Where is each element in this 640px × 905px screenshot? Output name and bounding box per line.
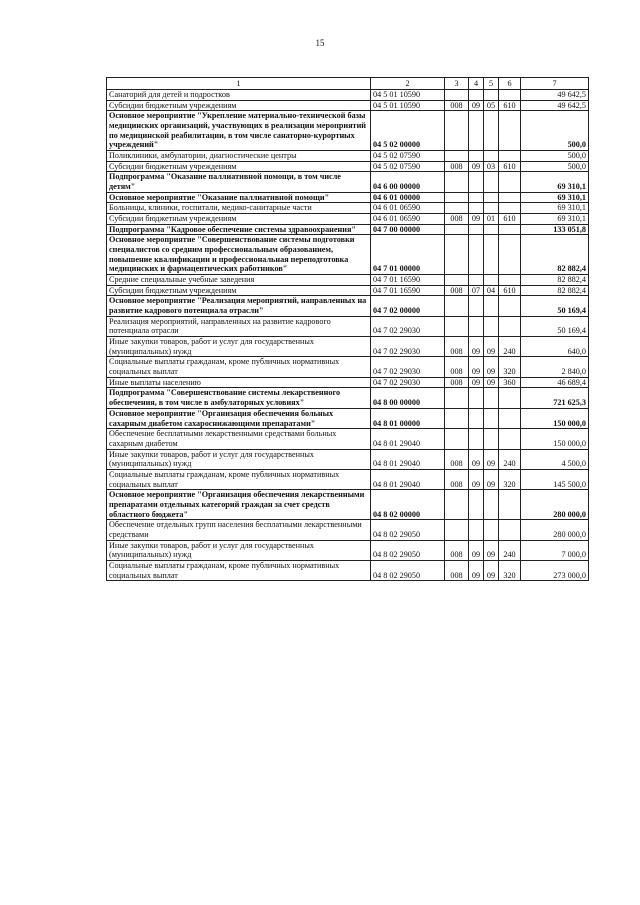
row-c3 [445,224,469,235]
row-code: 04 8 00 00000 [371,388,445,408]
row-c6: 610 [499,285,521,296]
row-c6: 240 [499,540,521,560]
row-c5 [484,203,499,214]
table-row [107,408,589,428]
row-c4 [469,172,484,192]
row-c3 [445,275,469,286]
row-sum: 82 882,4 [521,285,589,296]
row-c6 [499,408,521,428]
row-c4 [469,316,484,336]
row-c3 [445,151,469,162]
header-cell: 1 [107,78,371,90]
row-name: Иные закупки товаров, работ и услуг для государственных (муниципальных) нужд [107,449,371,469]
row-c5 [484,316,499,336]
row-sum: 4 500,0 [521,449,589,469]
row-c3: 008 [445,469,469,489]
row-c3 [445,192,469,203]
row-c4: 09 [469,337,484,357]
row-c6: 610 [499,161,521,172]
row-code: 04 8 01 29040 [371,429,445,449]
row-c3 [445,520,469,540]
row-c5: 09 [484,560,499,580]
row-c5: 09 [484,377,499,388]
row-c6 [499,90,521,101]
row-c6 [499,520,521,540]
row-c3: 008 [445,100,469,111]
row-c5 [484,490,499,520]
row-code: 04 5 02 07590 [371,151,445,162]
table-row [107,275,589,286]
row-c6 [499,235,521,275]
row-c3 [445,235,469,275]
row-code: 04 8 02 29050 [371,520,445,540]
row-c6 [499,203,521,214]
table-row [107,111,589,151]
row-code: 04 8 01 00000 [371,408,445,428]
row-c6 [499,429,521,449]
row-sum: 500,0 [521,161,589,172]
row-c5 [484,275,499,286]
row-code: 04 6 00 00000 [371,172,445,192]
row-code: 04 6 01 06590 [371,203,445,214]
row-c4: 09 [469,540,484,560]
row-c4 [469,224,484,235]
row-sum: 69 310,1 [521,214,589,225]
row-name: Основное мероприятие "Совершенствование системы подготовки специалистов со средним профессиональным образованием, повышение квалификации и профессиональная переподготовка медицинских и фармацевтических работников" [107,235,371,275]
table-row [107,296,589,316]
row-c4 [469,90,484,101]
page-number: 15 [315,38,325,48]
table-row [107,469,589,489]
table-row [107,235,589,275]
row-name: Реализация мероприятий, направленных на развитие кадрового потенциала отрасли [107,316,371,336]
table-row [107,357,589,377]
row-sum: 280 000,0 [521,490,589,520]
header-cell: 5 [484,78,499,90]
row-name: Иные закупки товаров, работ и услуг для государственных (муниципальных) нужд [107,540,371,560]
row-sum: 280 000,0 [521,520,589,540]
row-name: Подпрограмма "Оказание паллиативной помощи, в том числе детям" [107,172,371,192]
row-code: 04 8 01 29040 [371,469,445,489]
row-sum: 46 689,4 [521,377,589,388]
row-code: 04 8 02 29050 [371,540,445,560]
row-c3 [445,111,469,151]
row-name: Субсидии бюджетным учреждениям [107,100,371,111]
table-row [107,192,589,203]
row-c5: 09 [484,449,499,469]
row-c6 [499,192,521,203]
table-row [107,151,589,162]
row-c3 [445,408,469,428]
header-cell: 4 [469,78,484,90]
row-code: 04 7 00 00000 [371,224,445,235]
row-c5 [484,172,499,192]
row-c3 [445,388,469,408]
row-sum: 7 000,0 [521,540,589,560]
row-code: 04 8 02 29050 [371,560,445,580]
row-sum: 82 882,4 [521,275,589,286]
row-code: 04 7 02 29030 [371,377,445,388]
row-c4: 09 [469,560,484,580]
row-c4 [469,408,484,428]
row-code: 04 7 02 29030 [371,337,445,357]
header-cell: 2 [371,78,445,90]
row-c6: 610 [499,214,521,225]
row-name: Обеспечение отдельных групп населения бесплатными лекарственными средствами [107,520,371,540]
header-row [107,78,589,90]
table-body [107,90,589,581]
row-c4 [469,111,484,151]
row-c6: 320 [499,560,521,580]
row-code: 04 8 02 00000 [371,490,445,520]
row-c4 [469,490,484,520]
row-c5 [484,520,499,540]
row-code: 04 7 01 00000 [371,235,445,275]
row-c6 [499,151,521,162]
row-c4 [469,192,484,203]
row-name: Средние специальные учебные заведения [107,275,371,286]
row-sum: 49 642,5 [521,100,589,111]
row-c4: 09 [469,214,484,225]
row-c5: 09 [484,540,499,560]
table-row [107,203,589,214]
row-c3 [445,90,469,101]
row-c4 [469,296,484,316]
row-c4: 09 [469,357,484,377]
table-row [107,172,589,192]
row-c5 [484,388,499,408]
header-cell: 6 [499,78,521,90]
row-c4: 09 [469,449,484,469]
row-c5: 09 [484,469,499,489]
row-c6 [499,296,521,316]
row-c3 [445,490,469,520]
row-c5: 04 [484,285,499,296]
row-sum: 69 310,1 [521,172,589,192]
row-name: Больницы, клиники, госпитали, медико-санитарные части [107,203,371,214]
row-sum: 69 310,1 [521,192,589,203]
row-name: Подпрограмма "Кадровое обеспечение системы здравоохранения" [107,224,371,235]
table-row [107,540,589,560]
row-sum: 273 000,0 [521,560,589,580]
row-c5 [484,296,499,316]
row-c4 [469,520,484,540]
table-row [107,377,589,388]
row-c3 [445,429,469,449]
row-sum: 500,0 [521,111,589,151]
row-c6 [499,275,521,286]
row-name: Основное мероприятие "Организация обеспечения лекарственными препаратами отдельных категорий граждан за счет средств областного бюджета" [107,490,371,520]
budget-table [106,77,589,581]
row-code: 04 5 02 00000 [371,111,445,151]
row-code: 04 7 02 29030 [371,316,445,336]
row-c3 [445,172,469,192]
table-row [107,316,589,336]
header-cell: 7 [521,78,589,90]
row-c3: 008 [445,161,469,172]
row-c4: 09 [469,469,484,489]
table-row [107,224,589,235]
row-c5: 03 [484,161,499,172]
row-c6: 320 [499,357,521,377]
row-name: Субсидии бюджетным учреждениям [107,285,371,296]
row-c3: 008 [445,377,469,388]
row-sum: 145 500,0 [521,469,589,489]
row-c3: 008 [445,540,469,560]
row-c5 [484,151,499,162]
row-c5 [484,235,499,275]
row-code: 04 7 01 16590 [371,285,445,296]
row-name: Иные закупки товаров, работ и услуг для государственных (муниципальных) нужд [107,337,371,357]
table-row [107,388,589,408]
row-sum: 82 882,4 [521,235,589,275]
table-row [107,100,589,111]
row-c3 [445,316,469,336]
row-code: 04 5 01 10590 [371,90,445,101]
row-c5: 01 [484,214,499,225]
row-c5: 09 [484,357,499,377]
table-row [107,90,589,101]
row-c4: 09 [469,377,484,388]
table-row [107,337,589,357]
row-c6: 320 [499,469,521,489]
row-c3: 008 [445,449,469,469]
row-c5 [484,111,499,151]
row-c4 [469,203,484,214]
table-row [107,449,589,469]
row-sum: 133 051,8 [521,224,589,235]
row-name: Основное мероприятие "Организация обеспечения больных сахарным диабетом сахароснижающими препаратами" [107,408,371,428]
table-row [107,490,589,520]
row-c4 [469,151,484,162]
row-code: 04 5 01 10590 [371,100,445,111]
row-sum: 69 310,1 [521,203,589,214]
table-row [107,520,589,540]
row-c6 [499,316,521,336]
row-name: Социальные выплаты гражданам, кроме публичных нормативных социальных выплат [107,357,371,377]
row-name: Поликлиники, амбулатории, диагностические центры [107,151,371,162]
row-sum: 2 840,0 [521,357,589,377]
row-name: Социальные выплаты гражданам, кроме публичных нормативных социальных выплат [107,560,371,580]
header-cell: 3 [445,78,469,90]
row-sum: 50 169,4 [521,316,589,336]
table-row [107,429,589,449]
row-name: Иные выплаты населению [107,377,371,388]
table-row [107,161,589,172]
row-code: 04 8 01 29040 [371,449,445,469]
row-code: 04 6 01 00000 [371,192,445,203]
row-c3 [445,296,469,316]
row-name: Обеспечение бесплатными лекарственными средствами больных сахарным диабетом [107,429,371,449]
row-sum: 640,0 [521,337,589,357]
row-c3: 008 [445,285,469,296]
row-c6 [499,490,521,520]
row-c3: 008 [445,214,469,225]
row-sum: 50 169,4 [521,296,589,316]
row-name: Субсидии бюджетным учреждениям [107,161,371,172]
row-c4: 09 [469,161,484,172]
row-c5 [484,224,499,235]
row-code: 04 6 01 06590 [371,214,445,225]
row-c4 [469,429,484,449]
row-c5: 05 [484,100,499,111]
row-c4 [469,235,484,275]
row-sum: 500,0 [521,151,589,162]
row-c6: 610 [499,100,521,111]
row-c4 [469,388,484,408]
row-name: Социальные выплаты гражданам, кроме публичных нормативных социальных выплат [107,469,371,489]
row-sum: 49 642,5 [521,90,589,101]
row-c3: 008 [445,560,469,580]
row-code: 04 7 02 29030 [371,357,445,377]
row-name: Основное мероприятие "Укрепление материально-технической базы медицинских организаций, участвующих в реализации мероприятий по медицинской реабилитации, в том числе санаторно-курортных учреждений" [107,111,371,151]
row-c5 [484,90,499,101]
row-c5 [484,192,499,203]
row-name: Основное мероприятие "Оказание паллиативной помощи" [107,192,371,203]
row-c3: 008 [445,337,469,357]
row-c6 [499,388,521,408]
row-c3 [445,203,469,214]
row-name: Санаторий для детей и подростков [107,90,371,101]
row-name: Подпрограмма "Совершенствование системы лекарственного обеспечения, в том числе в амбулаторных условиях" [107,388,371,408]
row-c4: 07 [469,285,484,296]
row-c4 [469,275,484,286]
row-c5 [484,429,499,449]
row-c6 [499,224,521,235]
row-name: Основное мероприятие "Реализация мероприятий, направленных на развитие кадрового потенциала отрасли" [107,296,371,316]
row-c6 [499,172,521,192]
row-c6: 240 [499,337,521,357]
row-code: 04 5 02 07590 [371,161,445,172]
row-c4: 09 [469,100,484,111]
row-sum: 721 625,3 [521,388,589,408]
row-c5 [484,408,499,428]
row-sum: 150 000,0 [521,408,589,428]
table-row [107,214,589,225]
row-c6: 360 [499,377,521,388]
row-c6: 240 [499,449,521,469]
row-code: 04 7 01 16590 [371,275,445,286]
row-name: Субсидии бюджетным учреждениям [107,214,371,225]
row-c6 [499,111,521,151]
row-c3: 008 [445,357,469,377]
table-row [107,560,589,580]
row-code: 04 7 02 00000 [371,296,445,316]
row-c5: 09 [484,337,499,357]
row-sum: 150 000,0 [521,429,589,449]
table-row [107,285,589,296]
